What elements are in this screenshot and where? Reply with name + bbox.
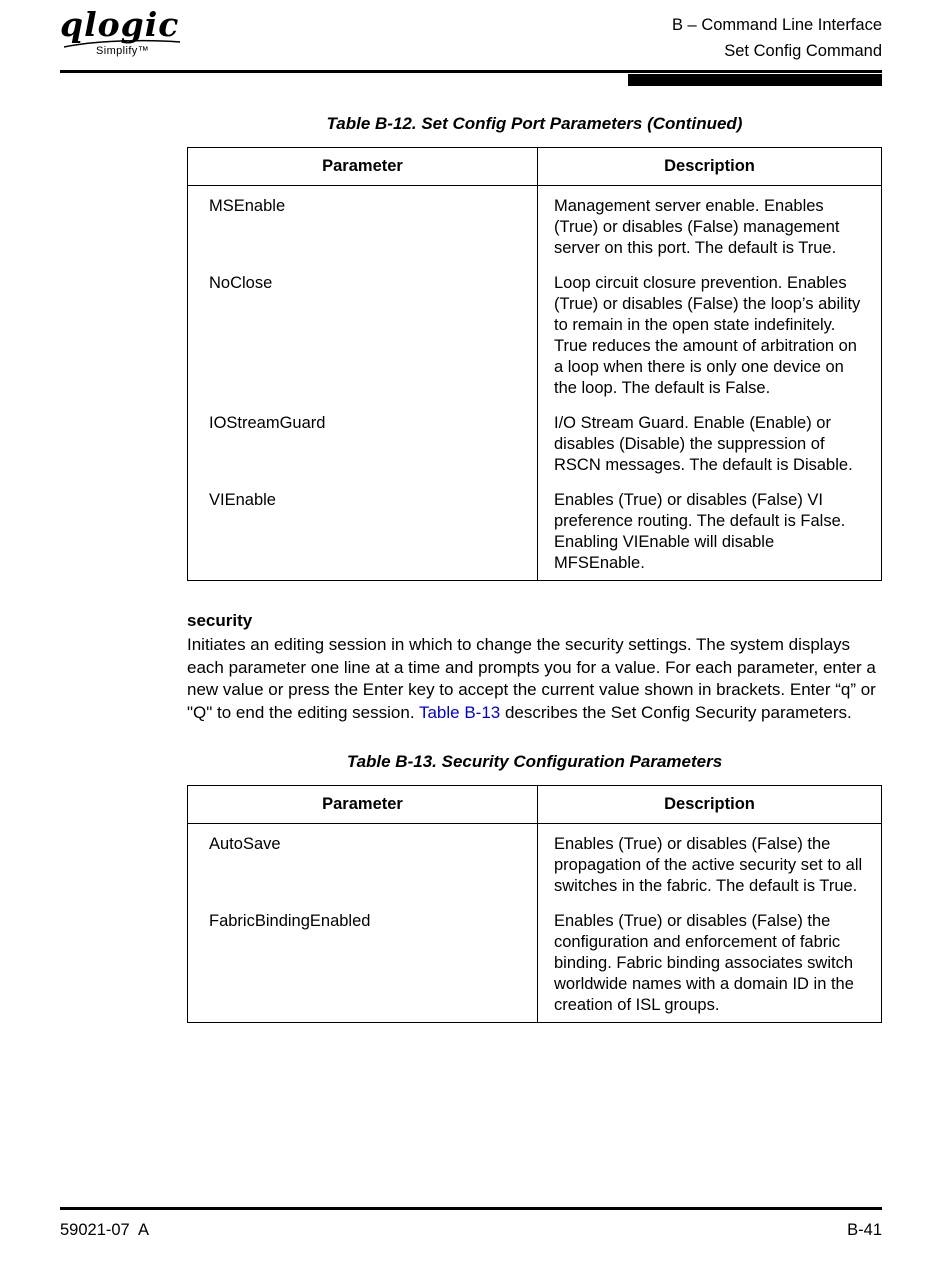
column-header-parameter: Parameter bbox=[322, 157, 403, 175]
page-header bbox=[60, 5, 882, 66]
header-titles bbox=[672, 8, 882, 64]
table-b13-link[interactable]: Table B-13 bbox=[418, 702, 501, 722]
parameter-cell: IOStreamGuard bbox=[209, 414, 326, 432]
description-cell: Enables (True) or disables (False) VI preference routing. The default is False. Enabling VIEnable will disable MFSEnable. bbox=[537, 490, 881, 580]
table-body bbox=[188, 824, 881, 1022]
description-cell: Enables (True) or disables (False) the propagation of the active security set to all switches in the fabric. The default is True. bbox=[537, 824, 881, 911]
table-b12 bbox=[187, 147, 882, 581]
description-cell: Loop circuit closure prevention. Enables (True) or disables (False) the loop’s ability to remain in the open state indefinitely. True reduces the amount of arbitration on a loop when there is only one device on the loop. The default is False. bbox=[537, 273, 881, 413]
footer-text-row bbox=[60, 1221, 882, 1240]
paragraph-text-after-link: describes the Set Config Security parameters. bbox=[500, 702, 852, 722]
qlogic-logo-text: qlogic bbox=[60, 5, 180, 44]
column-header-parameter: Parameter bbox=[322, 795, 403, 813]
page-footer bbox=[60, 1207, 882, 1240]
header-accent-bar bbox=[628, 74, 882, 86]
parameter-cell: MSEnable bbox=[209, 197, 286, 215]
header-rule bbox=[60, 70, 882, 73]
paragraph-text-before-link: Initiates an editing session in which to change the security settings. The system displays each parameter one line at a time and prompts you for a value. For each parameter, enter a new value or press the Enter key to accept the current value shown in brackets. Enter “q” or "Q" to end the editing session. bbox=[187, 635, 876, 722]
column-header-description: Description bbox=[537, 148, 881, 185]
parameter-cell: VIEnable bbox=[209, 491, 276, 509]
header-title-line1: B – Command Line Interface bbox=[671, 16, 882, 34]
section-heading-security: security bbox=[187, 611, 253, 630]
table-b13-caption: Table B-13. Security Configuration Parameters bbox=[346, 752, 723, 771]
description-cell: I/O Stream Guard. Enable (Enable) or disables (Disable) the suppression of RSCN messages. The default is Disable. bbox=[537, 413, 881, 490]
parameter-cell: AutoSave bbox=[209, 835, 281, 853]
table-b13 bbox=[187, 785, 882, 1023]
table-body bbox=[188, 186, 881, 580]
table-b12-caption: Table B-12. Set Config Port Parameters (Continued) bbox=[326, 114, 743, 133]
qlogic-logo bbox=[60, 5, 210, 57]
table-row bbox=[188, 186, 881, 273]
table-row bbox=[188, 911, 881, 1022]
header-title-line2: Set Config Command bbox=[724, 42, 882, 60]
table-row bbox=[188, 490, 881, 580]
table-row bbox=[188, 824, 881, 911]
table-header-row bbox=[188, 148, 881, 186]
security-paragraph bbox=[187, 634, 884, 724]
table-row bbox=[188, 273, 881, 413]
table-row bbox=[188, 413, 881, 490]
parameter-cell: FabricBindingEnabled bbox=[209, 912, 371, 930]
description-cell: Management server enable. Enables (True) or disables (False) management server on this port. The default is True. bbox=[537, 186, 881, 273]
description-cell: Enables (True) or disables (False) the configuration and enforcement of fabric binding. Fabric binding associates switch worldwide names with a domain ID in the creation of ISL groups. bbox=[537, 911, 881, 1022]
logo-tagline: Simplify™ bbox=[96, 45, 150, 57]
footer-doc-number: 59021-07 A bbox=[60, 1221, 149, 1239]
parameter-cell: NoClose bbox=[209, 274, 273, 292]
footer-rule bbox=[60, 1207, 882, 1210]
footer-page-number: B-41 bbox=[847, 1221, 882, 1239]
table-header-row bbox=[188, 786, 881, 824]
column-header-description: Description bbox=[537, 786, 881, 823]
logo-swash-icon bbox=[62, 39, 182, 49]
